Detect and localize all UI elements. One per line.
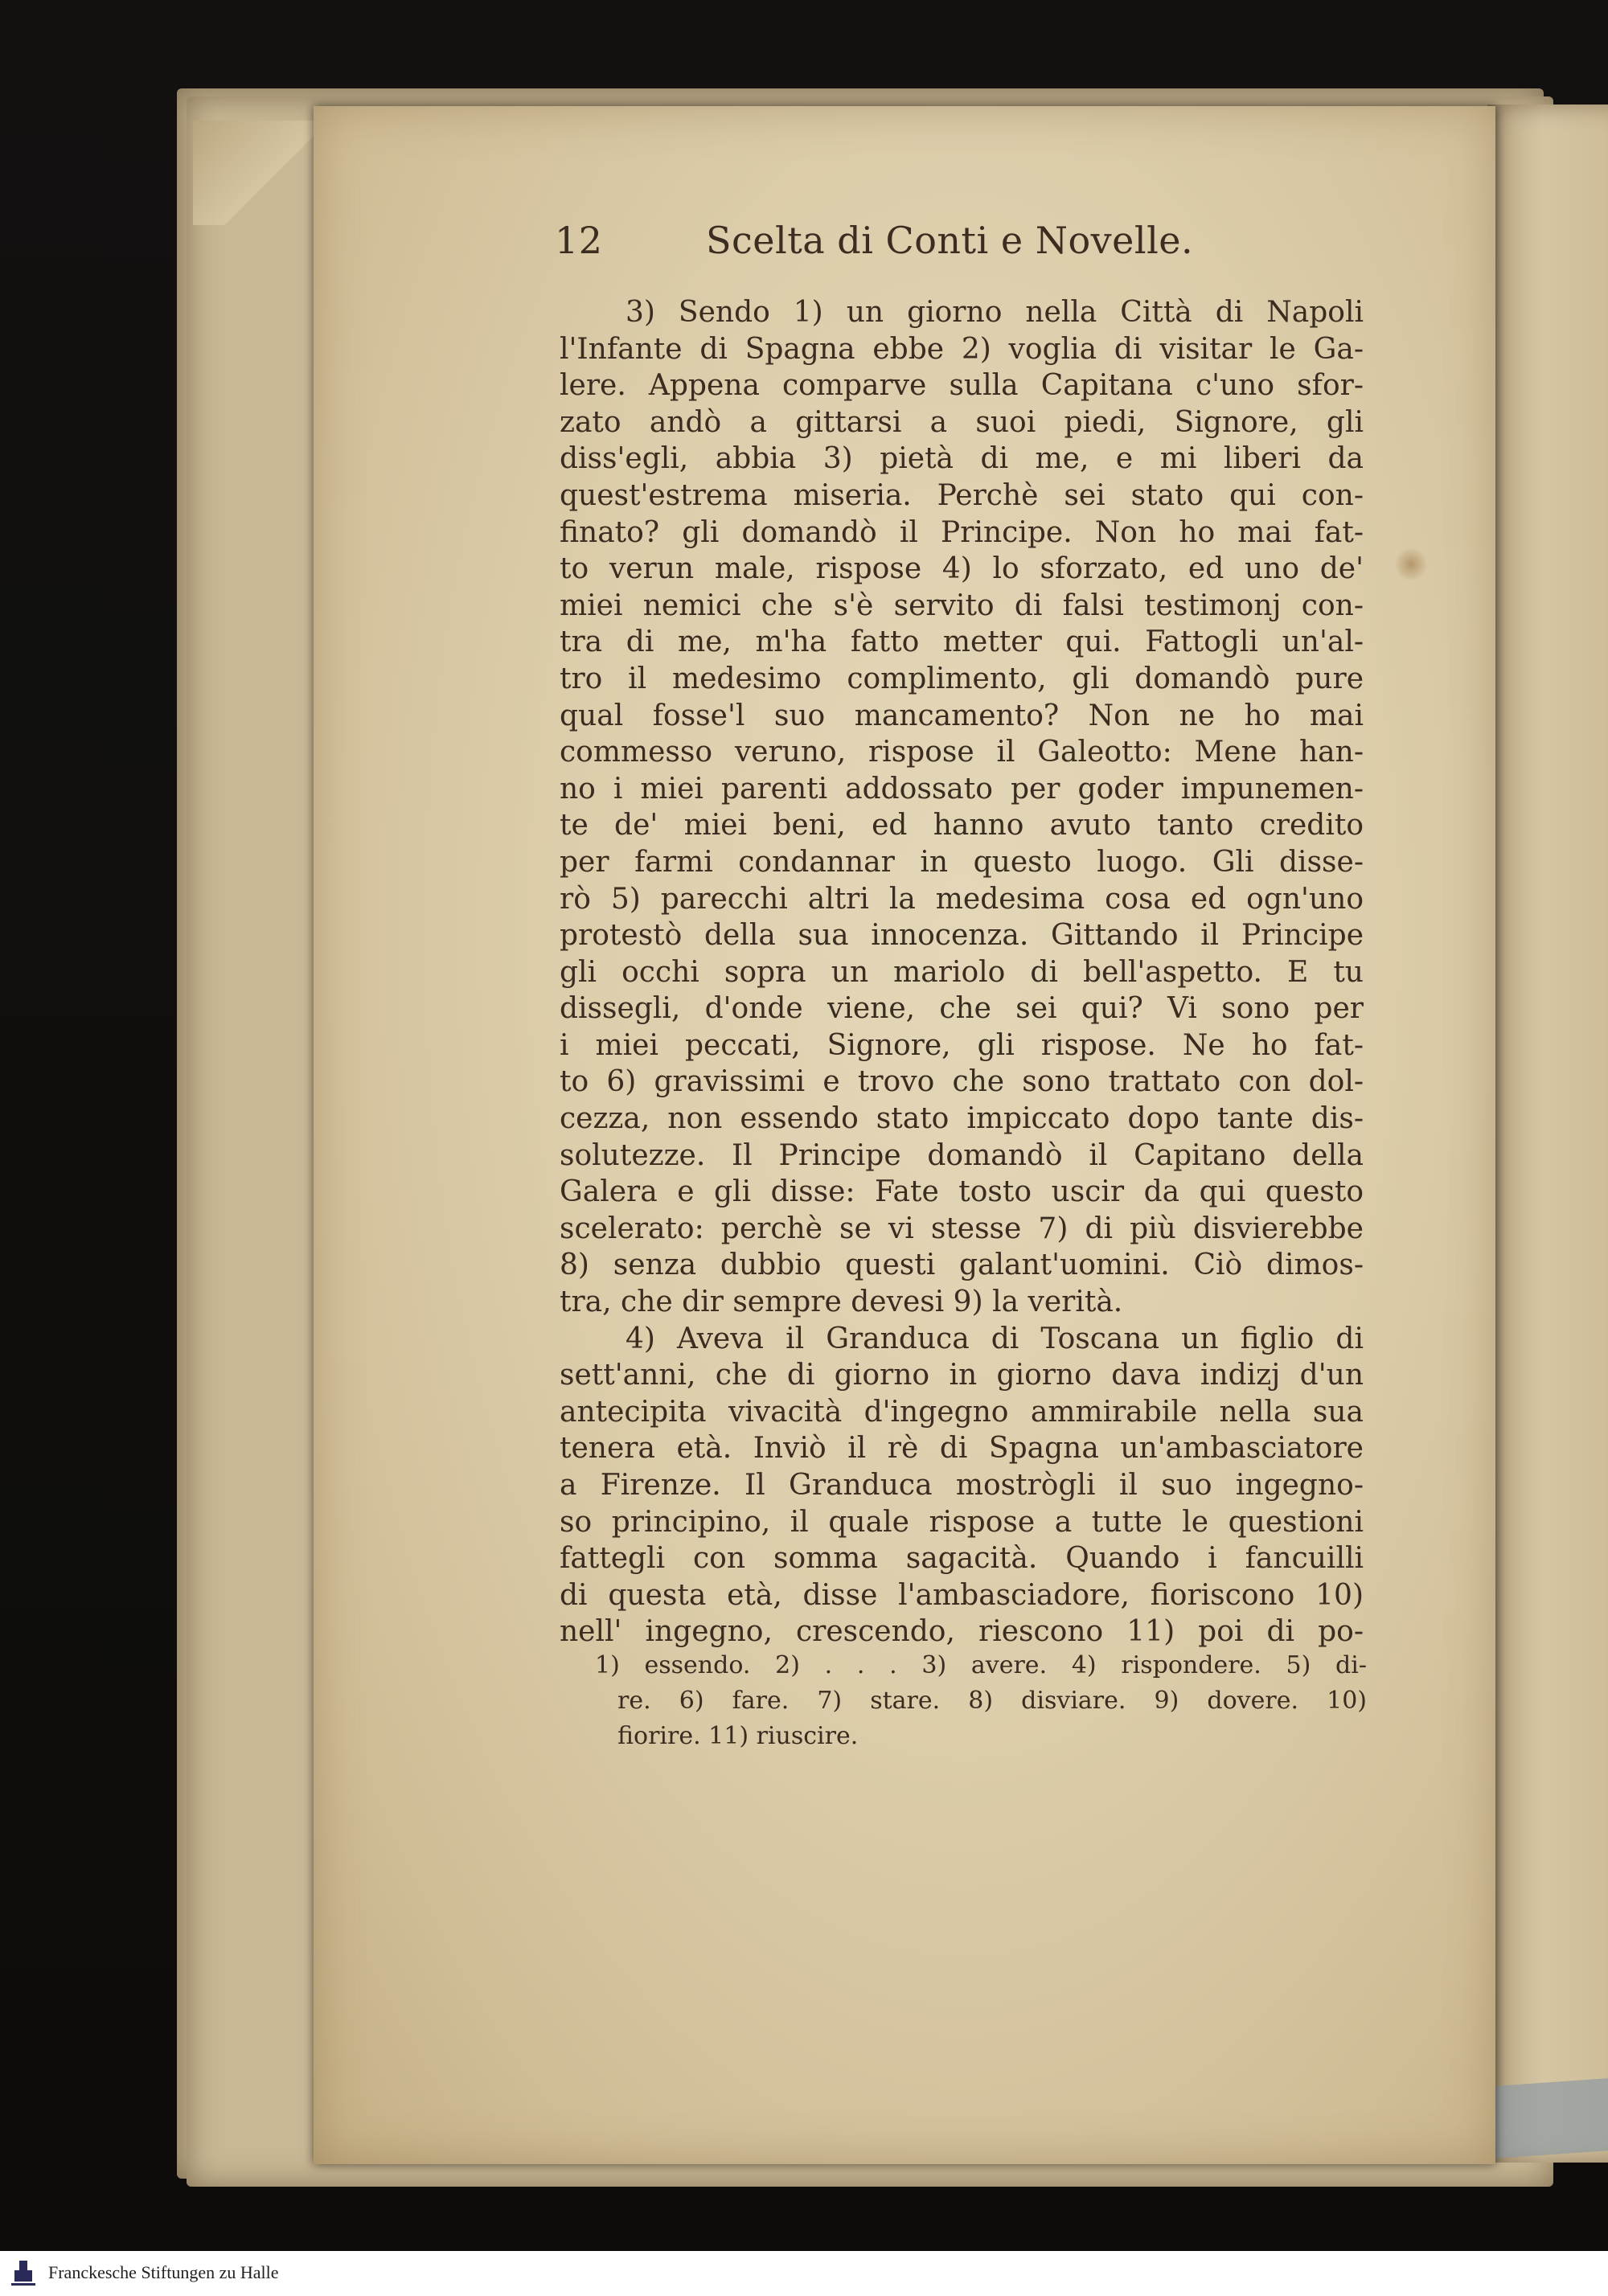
footnote-line: 1) essendo. 2) . . . 3) avere. 4) rispondere. 5) di- (595, 1651, 1367, 1679)
text-line: l'Infante di Spagna ebbe 2) voglia di visitar le Ga- (560, 332, 1364, 366)
page-number: 12 (555, 219, 603, 262)
text-line: zato andò a gittarsi a suoi piedi, Signore, gli (560, 405, 1364, 439)
running-header (555, 219, 1222, 267)
text-line: a Firenze. Il Granduca mostrògli il suo ingegno- (560, 1469, 1364, 1502)
text-line: solutezze. Il Principe domandò il Capitano della (560, 1138, 1364, 1172)
text-line: commesso veruno, rispose il Galeotto: Mene han- (560, 736, 1364, 769)
text-line: antecipita vivacità d'ingegno ammirabile nella sua (560, 1395, 1364, 1429)
text-line: no i miei parenti addossato per goder impunemen- (560, 772, 1364, 806)
institution-logo-icon (8, 2257, 39, 2290)
institution-name: Franckesche Stiftungen zu Halle (48, 2262, 279, 2282)
foxing-spot (1395, 547, 1427, 582)
text-line: rò 5) parecchi altri la medesima cosa ed ogn'uno (560, 882, 1364, 916)
text-line: di questa età, disse l'ambasciadore, fioriscono 10) (560, 1578, 1364, 1612)
footnotes (595, 1648, 1367, 1754)
binding-tab (1495, 2078, 1608, 2159)
main-text (560, 294, 1364, 1650)
running-title: Scelta di Conti e Novelle. (706, 219, 1194, 262)
text-line: dissegli, d'onde viene, che sei qui? Vi sono per (560, 992, 1364, 1026)
text-line: 3) Sendo 1) un giorno nella Città di Napoli (626, 296, 1364, 329)
text-line: finato? gli domandò il Principe. Non ho mai fat- (560, 515, 1364, 549)
text-line: te de' miei beni, ed hanno avuto tanto credito (560, 809, 1364, 843)
text-line: sett'anni, che di giorno in giorno dava indizj d'un (560, 1359, 1364, 1392)
text-line: to 6) gravissimi e trovo che sono trattato con dol- (560, 1065, 1364, 1099)
text-line: Galera e gli disse: Fate tosto uscir da qui questo (560, 1175, 1364, 1209)
text-line: per farmi condannar in questo luogo. Gli disse- (560, 845, 1364, 879)
text-line: so principino, il quale rispose a tutte le questioni (560, 1505, 1364, 1539)
text-line: tenera età. Inviò il rè di Spagna un'ambasciatore (560, 1432, 1364, 1466)
text-line: cezza, non essendo stato impiccato dopo tante dis- (560, 1102, 1364, 1136)
folded-corner (193, 121, 314, 225)
text-line: i miei peccati, Signore, gli rispose. Ne ho fat- (560, 1028, 1364, 1062)
footnote-line: re. 6) fare. 7) stare. 8) disviare. 9) dovere. 10) (617, 1687, 1367, 1715)
text-line: miei nemici che s'è servito di falsi testimonj con- (560, 588, 1364, 622)
text-line: tra, che dir sempre devesi 9) la verità. (560, 1285, 1123, 1319)
text-line: qual fosse'l suo mancamento? Non ne ho mai (560, 699, 1364, 732)
text-line: to verun male, rispose 4) lo sforzato, ed uno de' (560, 552, 1364, 586)
text-line: tra di me, m'ha fatto metter qui. Fattogli un'al- (560, 625, 1364, 659)
text-line: fattegli con somma sagacità. Quando i fancuilli (560, 1542, 1364, 1576)
text-line: diss'egli, abbia 3) pietà di me, e mi liberi da (560, 442, 1364, 476)
text-line: tro il medesimo complimento, gli domandò pure (560, 662, 1364, 695)
text-line: gli occhi sopra un mariolo di bell'aspetto. E tu (560, 955, 1364, 989)
text-line: 8) senza dubbio questi galant'uomini. Ciò dimos- (560, 1248, 1364, 1282)
text-line: nell' ingegno, crescendo, riescono 11) poi di po- (560, 1615, 1364, 1649)
text-line: quest'estrema miseria. Perchè sei stato qui con- (560, 478, 1364, 512)
facing-page-edge (1487, 105, 1608, 2163)
text-line: lere. Appena comparve sulla Capitana c'uno sfor- (560, 369, 1364, 403)
footer-bar (0, 2251, 1608, 2296)
text-line: protestò della sua innocenza. Gittando il Principe (560, 919, 1364, 953)
text-line: scelerato: perchè se vi stesse 7) di più disvierebbe (560, 1212, 1364, 1245)
text-line: 4) Aveva il Granduca di Toscana un figlio di (626, 1322, 1364, 1355)
footnote-line: fiorire. 11) riuscire. (617, 1722, 859, 1750)
